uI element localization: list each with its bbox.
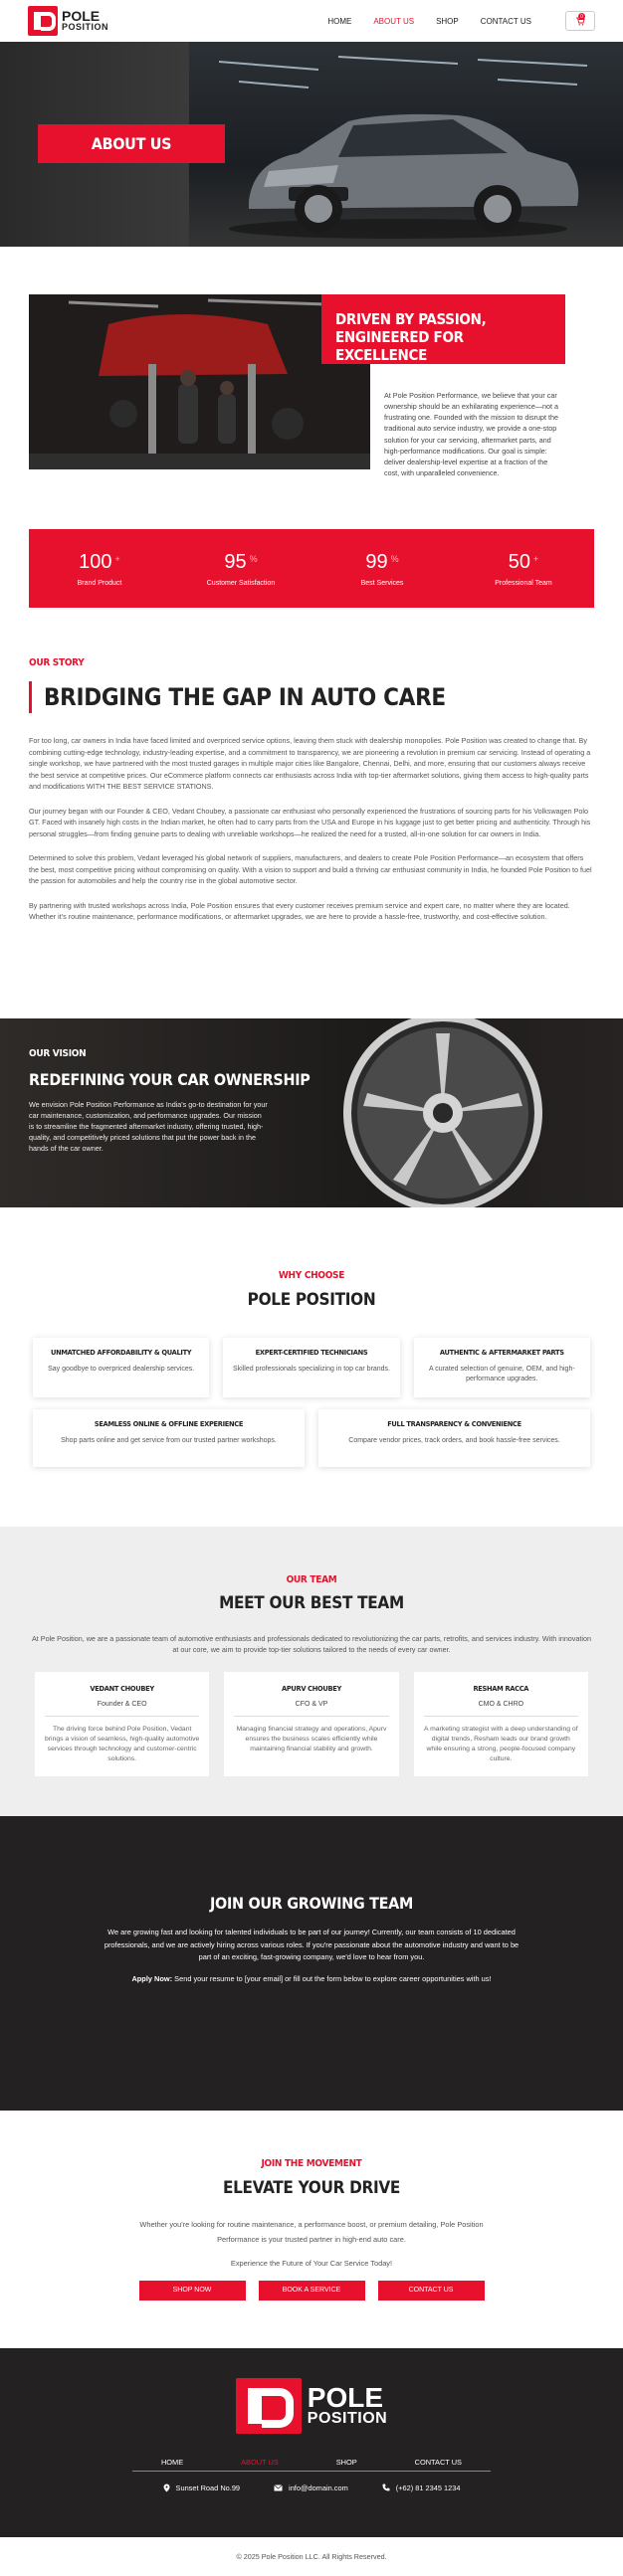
feature-card-text: Compare vendor prices, track orders, and book hassle-free services. (348, 1436, 560, 1444)
feature-card-text: A curated selection of genuine, OEM, and high-performance upgrades. (428, 1365, 575, 1383)
footer-email-text: info@domain.com (289, 2483, 348, 2492)
workshop-photo (29, 294, 370, 469)
feature-card-title: FULL TRANSPARENCY & CONVENIENCE (387, 1418, 521, 1428)
feature-card (33, 1338, 209, 1397)
story-title: BRIDGING THE GAP IN AUTO CARE (29, 681, 594, 713)
team-member-role: Founder & CEO (97, 1700, 147, 1708)
vision-text: We envision Pole Position Performance as India's go-to destination for your car maintenance, customization, and performance upgrades. Our mission is to streamline the fragmented aftermarket industry, offering trusted, high-quality, and competitively priced solutions that put the power back in the hands of the car owner. (29, 1099, 268, 1154)
footer-link-home[interactable]: HOME (160, 2457, 184, 2467)
cta-buttons (29, 2281, 594, 2300)
footer-address (163, 2484, 241, 2492)
team-title: MEET OUR BEST TEAM (219, 1592, 404, 1613)
wheel-image (328, 1018, 557, 1207)
footer-nav (132, 2458, 491, 2472)
team-member-card (35, 1672, 209, 1777)
logo-sub-text: POSITION (307, 2410, 388, 2428)
logo-main-text: POLE (62, 8, 101, 25)
team-member-card (224, 1672, 398, 1777)
feature-card-title: SEAMLESS ONLINE & OFFLINE EXPERIENCE (94, 1418, 244, 1428)
team-member-bio: The driving force behind Pole Position, Vedant brings a vision of seamless, high-quality automotive services through technology and customer-centric solutions. (45, 1725, 200, 1763)
divider (45, 1716, 199, 1717)
movement-text: Whether you're looking for routine maintenance, a performance boost, or premium detailing, Pole Position Performance is your trusted partner in high-end auto care. (139, 2220, 484, 2244)
team-intro: At Pole Position, we are a passionate team of automotive enthusiasts and professionals dedicated to revolutionizing the car parts, retrofits, and services industry. With innovation at our core, we aim to provide top-tier solutions tailored to the needs of every car owner. (32, 1633, 591, 1655)
driven-heading-line1: DRIVEN BY PASSION, (335, 310, 487, 328)
team-member-role: CMO & CHRO (478, 1700, 524, 1708)
feature-card (318, 1409, 590, 1467)
apply-now-label: Apply Now: (131, 1974, 173, 1984)
feature-card-text: Say goodbye to overpriced dealership services. (48, 1365, 195, 1373)
shop-now-button[interactable]: SHOP NOW (139, 2281, 246, 2300)
team-member-bio: A marketing strategist with a deep understanding of digital trends, Resham leads our brand growth while ensuring a strong, people-focused company culture. (424, 1725, 578, 1763)
stat-value: 95 (224, 550, 247, 573)
stat-suffix: % (390, 553, 399, 564)
team-member-bio: Managing financial strategy and operations, Apurv ensures the business scales efficiently while maintaining financial stability and growth. (236, 1725, 387, 1753)
stat-label: Best Services (360, 579, 404, 587)
stat-customer-satisfaction (170, 551, 312, 587)
stat-value: 100 (79, 550, 112, 573)
site-logo[interactable] (28, 6, 108, 36)
feature-card-title: EXPERT-CERTIFIED TECHNICIANS (255, 1347, 368, 1357)
envelope-icon (274, 2484, 283, 2491)
our-team-section (0, 1527, 623, 1817)
book-service-button[interactable]: BOOK A SERVICE (259, 2281, 365, 2300)
footer-phone-text: (+62) 81 2345 1234 (395, 2483, 461, 2492)
join-team-section (0, 1816, 623, 2111)
hero-car-image (229, 92, 587, 241)
stat-value: 99 (365, 550, 388, 573)
why-cards-row2 (0, 1397, 623, 1467)
team-cards (29, 1672, 594, 1777)
footer-link-contact-us[interactable]: CONTACT US (414, 2457, 462, 2467)
nav-link-about-us[interactable]: ABOUT US (373, 16, 415, 26)
vision-kicker: OUR VISION (29, 1047, 87, 1059)
logo-text (62, 10, 108, 32)
copyright-text: © 2025 Pole Position LLC. All Rights Reserved. (236, 2551, 387, 2561)
team-member-role: CFO & VP (295, 1700, 328, 1708)
apply-now-instructions: Send your resume to [your email] or fill out the form below to explore career opportunities with us! (172, 1974, 492, 1984)
feature-card (33, 1409, 305, 1467)
footer-contact (0, 2484, 623, 2492)
join-text: We are growing fast and looking for talented individuals to be part of our journey! Currently, our team consists of 10 dedicated professionals, and we are actively hiring across various roles. If you're passionate about the automotive industry and want to be part of an exciting, fast-growing company, we'd love to hear from you. (104, 1928, 519, 1961)
logo-text (307, 2381, 388, 2428)
stat-professional-team (453, 551, 594, 587)
nav-link-shop[interactable]: SHOP (436, 16, 459, 26)
footer-link-shop[interactable]: SHOP (335, 2457, 357, 2467)
stat-label: Professional Team (495, 579, 552, 587)
divider (234, 1716, 388, 1717)
logo-icon (236, 2378, 302, 2434)
join-title: JOIN OUR GROWING TEAM (209, 1894, 414, 1914)
why-title: POLE POSITION (247, 1289, 376, 1310)
logo-main-text: POLE (307, 2381, 383, 2413)
cart-button[interactable] (565, 11, 595, 31)
why-cards-row1 (0, 1310, 623, 1397)
workshop-illustration (29, 294, 370, 469)
footer-link-about-us[interactable]: ABOUT US (241, 2457, 279, 2467)
feature-card-title: UNMATCHED AFFORDABILITY & QUALITY (50, 1347, 192, 1357)
nav-link-home[interactable]: HOME (327, 16, 352, 26)
stat-suffix: % (249, 553, 258, 564)
feature-card-text: Skilled professionals specializing in top car brands. (233, 1365, 390, 1373)
story-paragraph: By partnering with trusted workshops across India, Pole Position ensures that every customer receives premium service and expert care, no matter where they are located. Whether it's routine maintenance, performance modifications, or aftermarket upgrades, we are here to provide a hassle-free, trustworthy, and cost-effective solution. (29, 900, 570, 922)
footer-email[interactable] (274, 2484, 348, 2492)
team-kicker: OUR TEAM (286, 1573, 337, 1585)
join-movement-section (0, 2111, 623, 2347)
driven-section (0, 294, 623, 529)
story-paragraph: Determined to solve this problem, Vedant leveraged his global network of suppliers, manufacturers, and dealers to create Pole Position Performance—an ecosystem that offers the best, most competitive pricing without compromising on quality. With a vision to support and build a thriving car enthusiast community in India, he founded Pole Position to fuel the passion for automobiles and help the country rise in the global automotive sector. (29, 853, 592, 886)
phone-icon (382, 2484, 390, 2491)
stat-brand-product (29, 551, 170, 587)
stat-best-services (312, 551, 453, 587)
driven-text: At Pole Position Performance, we believe that your car ownership should be an exhilarating experience—not a frustrating one. Founded with the mission to disrupt the traditional auto service industry, we provide a one-stop solution for your car servicing, aftermarket parts, and high-performance modifications. Our goal is simple: deliver dealership-level expertise at a fraction of the cost, with unparalleled convenience. (384, 391, 559, 478)
logo-sub-text: POSITION (62, 22, 109, 33)
feature-card-title: AUTHENTIC & AFTERMARKET PARTS (439, 1347, 564, 1357)
team-member-card (414, 1672, 588, 1777)
cart-count-badge: 0 (578, 13, 585, 20)
stats-bar (29, 529, 594, 608)
team-member-name: APURV CHOUBEY (281, 1683, 341, 1693)
story-paragraph: For too long, car owners in India have faced limited and overpriced service options, leaving them stuck with dealership monopolies. Pole Position was created to change that. By combining cutting-edge technology, industry-leading expertise, and a commitment to transparency, we are pioneering a revolution in premium car servicing. Instead of operating a single workshop, we have partnered with the most trusted garages in multiple major cities like Bangalore, Chennai, Delhi, and more, ensuring that our customers always receive the best service at competitive prices. Our eCommerce platform connects car enthusiasts across India with top-tier aftermarket solutions, giving them access to high-quality parts and modifications WITH THE BEST SERVICE STATIONS. (29, 736, 591, 792)
team-member-name: VEDANT CHOUBEY (90, 1683, 154, 1693)
location-pin-icon (163, 2484, 170, 2492)
story-paragraph: Our journey began with our Founder & CEO, Vedant Choubey, a passionate car enthusiast who personally experienced the frustrations of sourcing parts for his Volkswagen Polo GT. Faced with insanely high costs in the Indian market, he often had to carry parts from the USA and Europe in his luggage just to get better pricing and authenticity. Through his personal struggles—from finding genuine parts to dealing with unreliable workshops—he realized the need for a trusted, all-in-one solution for car owners in India. (29, 806, 591, 838)
footer-address-text: Sunset Road No.99 (175, 2483, 241, 2492)
movement-experience-text: Experience the Future of Your Car Service Today! (230, 2258, 393, 2268)
top-navbar (0, 0, 623, 42)
stat-label: Brand Product (77, 579, 122, 587)
vision-title: REDEFINING YOUR CAR OWNERSHIP (29, 1069, 311, 1089)
logo-icon (28, 6, 58, 36)
nav-links (327, 11, 595, 31)
story-kicker: OUR STORY (29, 657, 85, 668)
why-choose-section (0, 1207, 623, 1467)
hero-banner (0, 42, 623, 247)
nav-link-contact-us[interactable]: CONTACT US (480, 16, 531, 26)
stat-suffix: + (532, 553, 539, 564)
contact-us-button[interactable]: CONTACT US (378, 2281, 485, 2300)
feature-card (414, 1338, 590, 1397)
divider (424, 1716, 578, 1717)
feature-card-text: Shop parts online and get service from our trusted partner workshops. (61, 1436, 277, 1444)
movement-title: ELEVATE YOUR DRIVE (222, 2178, 401, 2199)
apply-now-text (100, 1973, 523, 1985)
site-footer (0, 2348, 623, 2537)
footer-phone[interactable] (382, 2484, 461, 2492)
stat-value: 50 (508, 550, 530, 573)
movement-kicker: JOIN THE MOVEMENT (261, 2158, 362, 2170)
stat-suffix: + (114, 553, 120, 564)
why-kicker: WHY CHOOSE (278, 1269, 345, 1281)
stat-label: Customer Satisfaction (206, 579, 276, 587)
hero-title: ABOUT US (38, 124, 225, 163)
footer-logo[interactable] (0, 2378, 623, 2434)
driven-heading-line2: ENGINEERED FOR EXCELLENCE (335, 328, 464, 364)
feature-card (223, 1338, 399, 1397)
our-story-section (0, 608, 623, 923)
team-member-name: RESHAM RACCA (473, 1683, 529, 1693)
driven-heading-box (321, 294, 565, 364)
our-vision-section (0, 1018, 623, 1207)
